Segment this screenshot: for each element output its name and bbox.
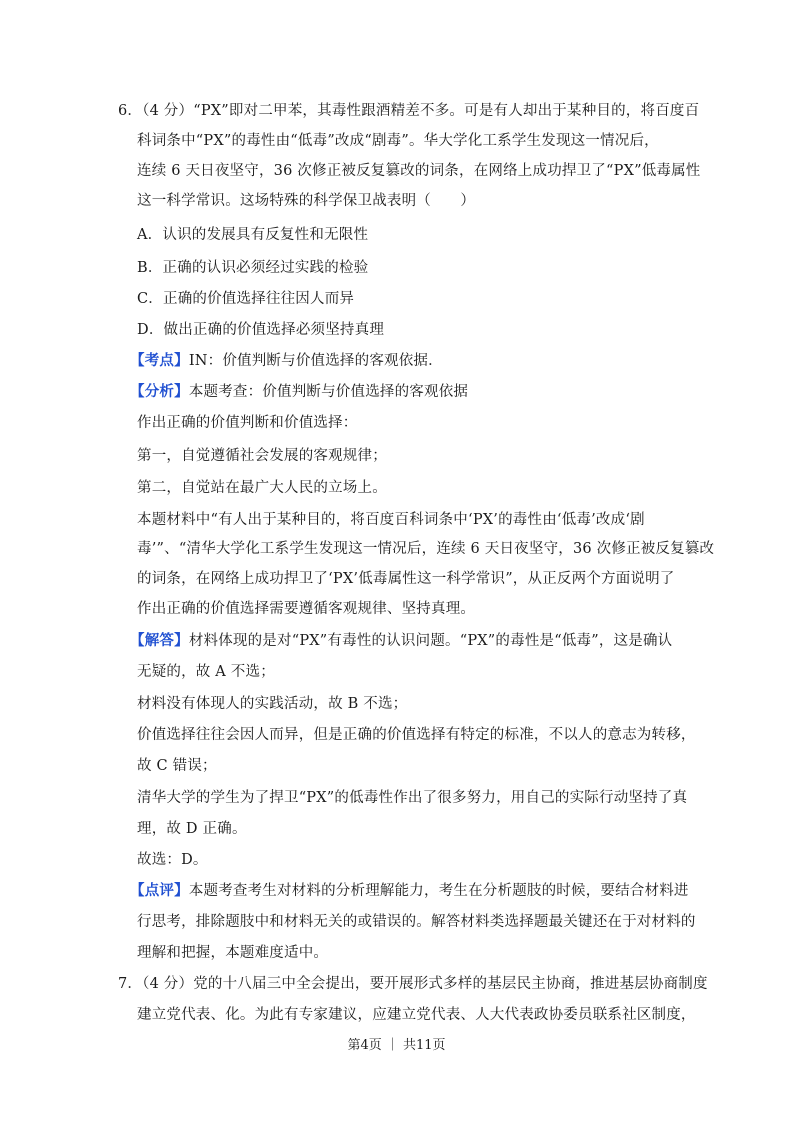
q7-stem-line-2: 建立党代表、化。为此有专家建议，应建立党代表、人大代表政协委员联系社区制度， <box>137 1007 696 1023</box>
analysis-line-2: 第一，自觉遵循社会发展的客观规律； <box>137 448 387 464</box>
page-footer: 第4页 ｜ 共11页 <box>347 1038 446 1053</box>
jieda-tag: 【解答】 <box>130 632 189 649</box>
jieda-line <box>130 631 672 651</box>
answer-line-5: 清华大学的学生为了捍卫“PX”的低毒性作出了很多努力，用自己的实际行动坚持了真 <box>137 790 688 806</box>
answer-line-3: 价值选择往往会因人而异，但是正确的价值选择有特定的标准，不以人的意志为转移， <box>137 727 696 743</box>
fenxi-text: 本题考查：价值判断与价值选择的客观依据 <box>188 384 469 400</box>
fenxi-tag: 【分析】 <box>130 383 189 400</box>
answer-line-4: 故 C 错误； <box>137 758 217 774</box>
q6-stem-line-2: 科词条中“PX”的毒性由“低毒”改成“剧毒”。华大学化工系学生发现这一情况后， <box>137 133 659 149</box>
q6-option-d: D．做出正确的价值选择必须坚持真理 <box>137 322 385 338</box>
q6-option-b: B．正确的认识必须经过实践的检验 <box>137 260 369 276</box>
answer-line-2: 材料没有体现人的实践活动，故 B 不选； <box>137 696 408 712</box>
dianping-text: 本题考查考生对材料的分析理解能力，考生在分析题肢的时候，要结合材料进 <box>188 883 689 899</box>
jieda-text: 材料体现的是对“PX”有毒性的认识问题。“PX”的毒性是“低毒”，这是确认 <box>188 633 673 649</box>
comment-line-1: 行思考，排除题肢中和材料无关的或错误的。解答材料类选择题最关键还在于对材料的 <box>137 914 696 930</box>
kaodian-tag: 【考点】 <box>130 352 189 369</box>
dianping-tag: 【点评】 <box>130 882 189 899</box>
analysis-line-4: 本题材料中“有人出于某种目的，将百度百科词条中‘PX’的毒性由‘低毒’改成‘剧 <box>137 512 645 528</box>
answer-line-1: 无疑的，故 A 不选； <box>137 664 275 680</box>
answer-line-6: 理，故 D 正确。 <box>137 821 247 837</box>
comment-line-2: 理解和把握，本题难度适中。 <box>137 945 329 961</box>
q6-option-a: A．认识的发展具有反复性和无限性 <box>137 227 369 243</box>
q6-stem-line-3: 连续 6 天日夜坚守，36 次修正被反复篡改的词条，在网络上成功捍卫了“PX”低毒属性 <box>137 163 701 179</box>
kaodian-line <box>130 351 443 371</box>
q6-stem-line-1: 6．（4 分）“PX”即对二甲苯，其毒性跟酒精差不多。可是有人却出于某种目的，将百度百 <box>118 103 700 119</box>
kaodian-text: IN：价值判断与价值选择的客观依据． <box>188 353 443 369</box>
answer-line-7: 故选：D。 <box>137 852 208 868</box>
analysis-line-1: 作出正确的价值判断和价值选择： <box>137 415 358 431</box>
analysis-line-6: 的词条，在网络上成功捍卫了‘PX’低毒属性这一科学常识”，从正反两个方面说明了 <box>137 571 675 587</box>
analysis-line-7: 作出正确的价值选择需要遵循客观规律、坚持真理。 <box>137 601 476 617</box>
fenxi-line <box>130 382 468 402</box>
analysis-line-3: 第二，自觉站在最广大人民的立场上。 <box>137 480 387 496</box>
dianping-line <box>130 881 689 901</box>
analysis-line-5: 毒’”、“清华大学化工系学生发现这一情况后，连续 6 天日夜坚守，36 次修正被反复篡改 <box>137 541 715 557</box>
q6-stem-line-4: 这一科学常识。这场特殊的科学保卫战表明（ ） <box>137 193 476 209</box>
q7-stem-line-1: 7．（4 分）党的十八届三中全会提出，要开展形式多样的基层民主协商，推进基层协商制度 <box>118 976 708 992</box>
q6-option-c: C．正确的价值选择往往因人而异 <box>137 291 355 307</box>
